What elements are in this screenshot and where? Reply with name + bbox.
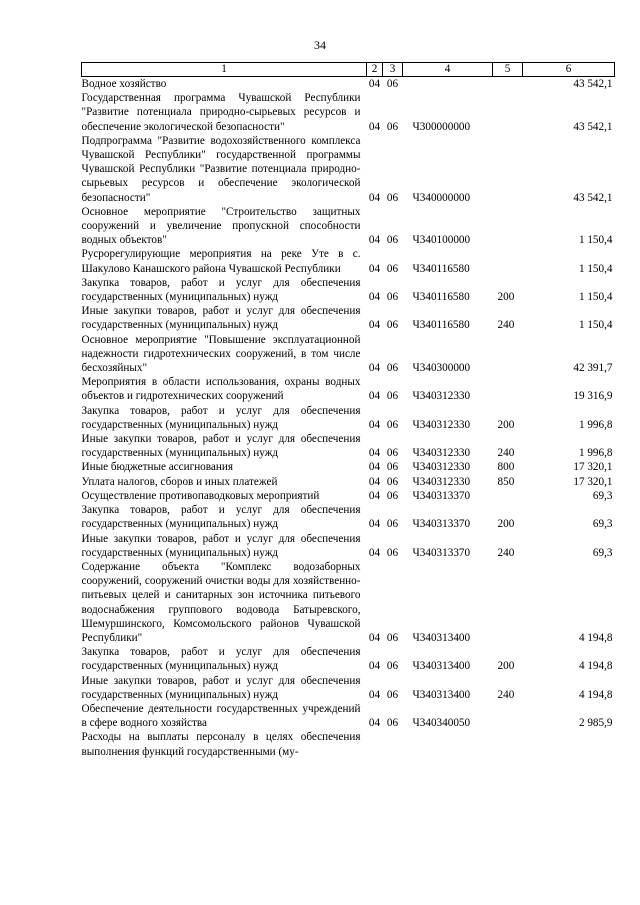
row-target-article: Ч340313400	[412, 660, 471, 673]
table-body	[82, 77, 615, 759]
row-amount: 43 542,1	[573, 78, 613, 90]
row-subsection: 06	[386, 362, 399, 375]
table-row	[82, 503, 615, 531]
row-amount: 17 320,1	[573, 461, 613, 474]
table-row	[82, 375, 615, 403]
row-target-article	[403, 730, 493, 758]
table-row	[82, 730, 615, 758]
row-target-article: Ч340313370	[412, 546, 471, 559]
row-subsection: 06	[386, 262, 399, 275]
row-subsection: 06	[386, 546, 399, 559]
row-subsection: 06	[386, 660, 399, 673]
row-target-article: Ч340312330	[412, 461, 471, 474]
row-target-article: Ч340300000	[412, 362, 471, 375]
row-amount	[523, 730, 615, 758]
row-name: Закупка товаров, работ и услуг для обеспечения государственных (муниципальных) нужд	[81, 404, 361, 431]
row-section: 04	[368, 319, 381, 332]
row-name: Иные закупки товаров, работ и услуг для обеспечения государственных (муниципальных) нужд	[81, 433, 361, 460]
table-row	[82, 489, 615, 503]
row-name: Осуществление противопаводковых мероприятий	[81, 489, 320, 502]
row-amount: 69,3	[592, 546, 613, 559]
row-target-article: Ч340116580	[412, 291, 470, 304]
page-number: 34	[314, 38, 326, 52]
row-amount: 43 542,1	[573, 191, 613, 204]
row-name: Иные закупки товаров, работ и услуг для обеспечения государственных (муниципальных) нужд	[81, 532, 361, 559]
row-section: 04	[368, 234, 381, 247]
row-amount: 19 316,9	[573, 390, 613, 403]
row-section: 04	[368, 390, 381, 403]
table-row	[82, 460, 615, 474]
row-subsection: 06	[386, 475, 399, 488]
row-section: 04	[368, 660, 381, 673]
row-section: 04	[368, 362, 381, 375]
row-amount: 4 194,8	[578, 631, 613, 644]
row-subsection: 06	[386, 688, 399, 701]
row-name: Закупка товаров, работ и услуг для обеспечения государственных (муниципальных) нужд	[81, 646, 361, 673]
row-target-article: Ч340312330	[412, 447, 471, 460]
row-target-article: Ч340000000	[412, 191, 471, 204]
row-target-article: Ч340312330	[412, 418, 471, 431]
row-section: 04	[368, 489, 381, 502]
table-row	[82, 475, 615, 489]
row-expense-type	[493, 247, 523, 275]
row-name: Русрорегулирующие мероприятия на реке Уте в с. Шакулово Канашского района Чувашской Республики	[81, 248, 361, 275]
row-section: 04	[368, 518, 381, 531]
row-amount: 42 391,7	[573, 362, 613, 375]
row-subsection: 06	[386, 319, 399, 332]
table-row	[82, 674, 615, 702]
row-expense-type: 240	[497, 319, 515, 332]
row-subsection	[383, 730, 403, 758]
row-expense-type: 240	[497, 447, 515, 460]
row-subsection: 06	[386, 717, 399, 730]
row-name: Обеспечение деятельности государственных учреждений в сфере водного хозяйства	[81, 702, 361, 730]
row-name: Расходы на выплаты персоналу в целях обеспечения выполнения функций государственными (му-	[81, 731, 361, 758]
row-expense-type	[493, 134, 523, 205]
row-expense-type: 850	[497, 475, 515, 488]
row-amount: 2 985,9	[578, 717, 613, 730]
table-row	[82, 702, 615, 730]
row-section: 04	[368, 262, 381, 275]
row-target-article: Ч340116580	[412, 262, 470, 275]
row-section: 04	[368, 120, 381, 133]
row-amount: 69,3	[592, 489, 613, 502]
row-amount: 4 194,8	[578, 660, 613, 673]
row-target-article: Ч340313370	[412, 518, 471, 531]
row-amount: 1 150,4	[578, 234, 613, 247]
row-expense-type	[493, 375, 523, 403]
row-section: 04	[368, 688, 381, 701]
header-row	[82, 63, 615, 77]
header-col-5: 5	[493, 63, 523, 77]
row-target-article: Ч340312330	[412, 475, 471, 488]
row-target-article: Ч340100000	[412, 234, 471, 247]
table-row	[82, 304, 615, 332]
row-subsection: 06	[386, 631, 399, 644]
row-name: Мероприятия в области использования, охраны водных объектов и гидротехнических сооружений	[81, 376, 361, 403]
row-expense-type	[493, 91, 523, 134]
row-target-article: Ч300000000	[412, 120, 471, 133]
row-subsection: 06	[386, 518, 399, 531]
row-name: Государственная программа Чувашской Республики "Развитие потенциала природно-сырьевых ресурсов и обеспечение экологической безопасности"	[81, 92, 361, 133]
row-subsection: 06	[386, 120, 399, 133]
header-col-2: 2	[367, 63, 383, 77]
budget-table	[81, 62, 615, 759]
row-name: Закупка товаров, работ и услуг для обеспечения государственных (муниципальных) нужд	[81, 504, 361, 531]
row-expense-type	[493, 489, 523, 503]
row-target-article: Ч340313400	[412, 631, 471, 644]
row-name: Уплата налогов, сборов и иных платежей	[81, 475, 278, 488]
row-amount: 43 542,1	[573, 120, 613, 133]
row-subsection: 06	[386, 461, 399, 474]
row-subsection: 06	[386, 234, 399, 247]
table-row	[82, 134, 615, 205]
row-expense-type: 240	[497, 546, 515, 559]
header-col-3: 3	[383, 63, 403, 77]
row-amount: 1 150,4	[578, 262, 613, 275]
row-amount: 1 150,4	[578, 291, 613, 304]
table-row	[82, 205, 615, 248]
row-expense-type	[493, 702, 523, 730]
row-name: Иные бюджетные ассигнования	[81, 461, 233, 474]
table-row	[82, 333, 615, 376]
row-subsection: 06	[386, 78, 399, 90]
row-expense-type: 240	[497, 688, 515, 701]
row-subsection: 06	[386, 418, 399, 431]
row-target-article	[403, 77, 493, 92]
row-subsection: 06	[386, 447, 399, 460]
table-row	[82, 276, 615, 304]
header-col-1: 1	[82, 63, 367, 77]
row-expense-type: 200	[497, 291, 515, 304]
row-subsection: 06	[386, 390, 399, 403]
row-section: 04	[368, 717, 381, 730]
row-section: 04	[368, 475, 381, 488]
row-name: Подпрограмма "Развитие водохозяйственного комплекса Чувашской Республики" государственной программы Чувашской Республики "Развитие потенциала природно-сырьевых ресурсов и обеспечение экологической безопасности"	[81, 134, 361, 204]
table-row	[82, 91, 615, 134]
table-row	[82, 247, 615, 275]
row-section: 04	[368, 191, 381, 204]
table-row	[82, 645, 615, 673]
row-amount: 17 320,1	[573, 475, 613, 488]
row-amount: 1 150,4	[578, 319, 613, 332]
row-target-article: Ч340313370	[412, 489, 471, 502]
header-col-6: 6	[523, 63, 615, 77]
row-name: Иные закупки товаров, работ и услуг для обеспечения государственных (муниципальных) нужд	[81, 305, 361, 332]
row-name: Основное мероприятие "Повышение эксплуатационной надежности гидротехнических сооружений, в том числе бесхозяйных"	[81, 333, 361, 375]
row-expense-type	[493, 77, 523, 92]
row-amount: 1 996,8	[578, 418, 613, 431]
row-target-article: Ч340116580	[412, 319, 470, 332]
row-expense-type	[493, 730, 523, 758]
row-target-article: Ч340312330	[412, 390, 471, 403]
row-amount: 69,3	[592, 518, 613, 531]
row-name: Содержание объекта "Комплекс водозаборных сооружений, сооружений очистки воды для хозяйственно-питьевых целей и санитарных зон источника питьевого водоснабжения группового водовода Батыревского, Шемуршинского, Комсомольского районов Чувашской Республики"	[81, 560, 361, 644]
row-expense-type: 200	[497, 418, 515, 431]
row-expense-type	[493, 333, 523, 376]
row-expense-type: 200	[497, 518, 515, 531]
row-section	[367, 730, 383, 758]
row-section: 04	[368, 418, 381, 431]
row-subsection: 06	[386, 191, 399, 204]
table-row	[82, 77, 615, 92]
row-name: Основное мероприятие "Строительство защитных сооружений и увеличение пропускной способности водных объектов"	[81, 205, 361, 247]
row-amount: 4 194,8	[578, 688, 613, 701]
table-row	[82, 432, 615, 460]
row-target-article: Ч340313400	[412, 688, 471, 701]
row-section: 04	[368, 631, 381, 644]
row-expense-type	[493, 205, 523, 248]
table-row	[82, 404, 615, 432]
row-section: 04	[368, 546, 381, 559]
row-subsection: 06	[386, 291, 399, 304]
row-section: 04	[368, 291, 381, 304]
row-amount: 1 996,8	[578, 447, 613, 460]
table-row	[82, 560, 615, 645]
row-subsection: 06	[386, 489, 399, 502]
row-name: Закупка товаров, работ и услуг для обеспечения государственных (муниципальных) нужд	[81, 276, 361, 304]
row-expense-type: 200	[497, 660, 515, 673]
row-section: 04	[368, 447, 381, 460]
row-section: 04	[368, 78, 381, 90]
row-name: Иные закупки товаров, работ и услуг для обеспечения государственных (муниципальных) нужд	[81, 674, 361, 701]
row-section: 04	[368, 461, 381, 474]
row-expense-type	[493, 560, 523, 645]
table-row	[82, 532, 615, 560]
header-col-4: 4	[403, 63, 493, 77]
row-target-article: Ч340340050	[412, 717, 471, 730]
row-name: Водное хозяйство	[81, 78, 167, 90]
row-expense-type: 800	[497, 461, 515, 474]
